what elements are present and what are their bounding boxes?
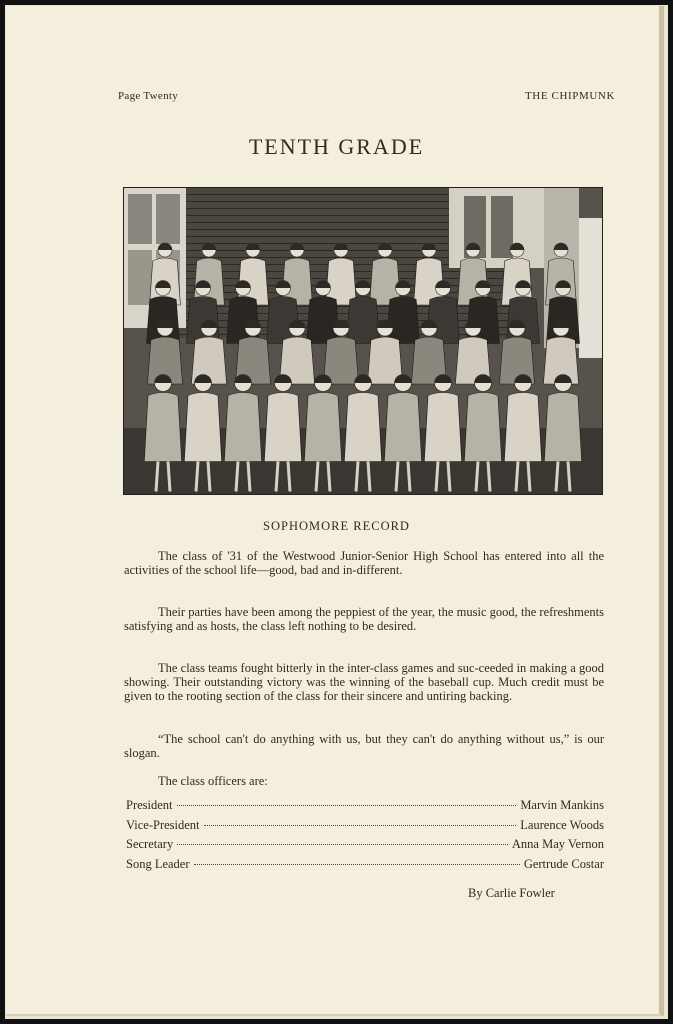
officer-row-secretary [126, 837, 604, 857]
leader-dots [177, 844, 508, 845]
leader-dots [204, 825, 517, 826]
officer-role: Secretary [126, 837, 174, 851]
paragraph-officers-intro: The class officers are: [158, 774, 268, 788]
paragraph-parties: Their parties have been among the peppiest of the year, the music good, the refreshments satisfying and as hosts, the class left nothing to be desired. [124, 605, 604, 633]
section-heading: SOPHOMORE RECORD [263, 519, 410, 533]
class-group-photo [123, 187, 603, 495]
leader-dots [177, 805, 517, 806]
paragraph-slogan: “The school can't do anything with us, but they can't do anything without us,” is our slogan. [124, 732, 604, 760]
officer-row-song-leader [126, 857, 604, 877]
page-title: TENTH GRADE [248, 134, 425, 159]
leader-dots [194, 864, 520, 865]
officer-name: Anna May Vernon [511, 837, 604, 851]
officer-row-vice-president [126, 818, 604, 838]
officers-list [126, 798, 604, 876]
officer-name: Marvin Mankins [520, 798, 604, 812]
officer-role: President [126, 798, 173, 812]
photo-illustration [124, 188, 602, 494]
officer-row-president [126, 798, 604, 818]
officer-name: Gertrude Costar [523, 856, 604, 871]
officer-role: Song Leader [126, 856, 190, 871]
byline: By Carlie Fowler [468, 886, 555, 900]
paragraph-intro: The class of '31 of the Westwood Junior-Senior High School has entered into all the activities of the school life—good, bad and in-different. [124, 549, 604, 577]
officer-name: Laurence Woods [520, 817, 604, 832]
officer-role: Vice-President [126, 817, 200, 832]
publication-title: THE CHIPMUNK [524, 90, 615, 102]
page-number: Page Twenty [118, 90, 179, 102]
paragraph-teams: The class teams fought bitterly in the inter-class games and suc-ceeded in making a good showing. Their outstanding victory was the winning of the baseball cup. Much credit must be given to the rooting section of the class for their sincere and untiring backing. [124, 661, 604, 703]
